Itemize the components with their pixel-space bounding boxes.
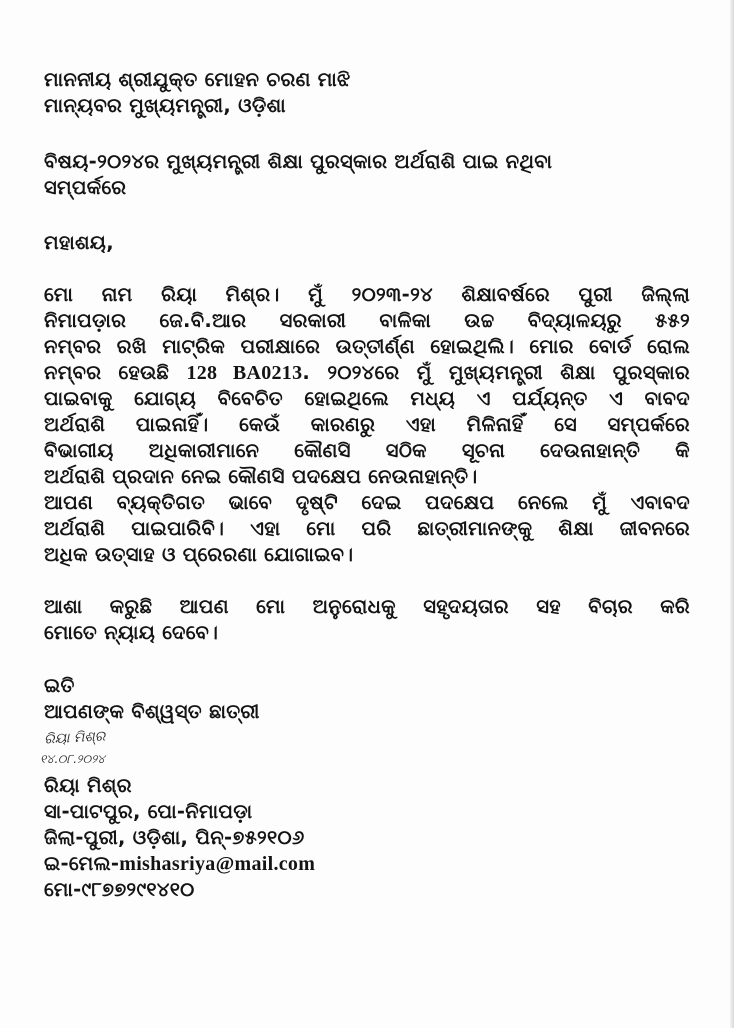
salutation: ମହାଶୟ, [44,231,114,254]
handwritten-signature [40,730,180,774]
sender-name: ରିୟା ମିଶ୍ର [44,774,132,797]
body-paragraph-3-line-2: ମୋତେ ନ୍ୟାୟ ଦେବେ। [44,621,219,644]
closing-iti: ଇତି [44,674,75,697]
sender-phone: ମୋ-୯୮୭୭୨୯୧୪୧୦ [44,878,195,901]
body-paragraph-2-line-3: ଅଧିକ ଉତ୍ସାହ ଓ ପ୍ରେରଣା ଯୋଗାଇବ। [44,543,354,566]
body-paragraph-1-line-8: ଅର୍ଥରାଶି ପ୍ରଦାନ ନେଇ କୌଣସି ପଦକ୍ଷେପ ନେଉନାହାନ୍ତି। [44,465,478,488]
sender-address-line-2: ଜିଲା-ପୁରୀ, ଓଡ଼ିଶା, ପିନ୍-୭୫୨୧୦୬ [44,826,305,849]
recipient-designation: ମାନ୍ୟବର ମୁଖ୍ୟମନ୍ତ୍ରୀ, ଓଡ଼ିଶା [44,94,286,117]
signature-date: ୧୪.୦୮.୨୦୨୪ [40,752,105,766]
body-paragraph-1-line-6: ଅର୍ଥରାଶି ପାଇନାହିଁ। କେଉଁ କାରଣରୁ ଏହା ମିଳିନାହିଁ ସେ ସମ୍ପର୍କରେ [44,413,690,436]
body-paragraph-1-line-1: ମୋ ନାମ ରିୟା ମିଶ୍ର। ମୁଁ ୨୦୨୩-୨୪ ଶିକ୍ଷାବର୍ଷରେ ପୁରୀ ଜିଲ୍ଲା [44,283,690,306]
body-paragraph-2-line-2: ଅର୍ଥରାଶି ପାଇପାରିବି। ଏହା ମୋ ପରି ଛାତ୍ରୀମାନଙ୍କୁ ଶିକ୍ଷା ଜୀବନରେ [44,517,690,540]
email-label: ଇ-ମେଲ- [44,852,120,875]
body-paragraph-1-line-4-rest: . ୨୦୨୪ରେ ମୁଁ ମୁଖ୍ୟମନ୍ତ୍ରୀ ଶିକ୍ଷା ପୁରସ୍କାର [302,361,690,384]
closing-yours-faithfully: ଆପଣଙ୍କ ବିଶ୍ୱସ୍ତ ଛାତ୍ରୀ [44,700,260,723]
body-paragraph-1-line-4 [44,361,690,385]
signature-name: ରିୟା ମିଶ୍ର [43,728,106,748]
sender-address-line-1: ସା-ପାଟପୁର, ପୋ-ନିମାପଡ଼ା [44,800,253,823]
body-paragraph-1-line-3: ନମ୍ବର ରଖି ମାଟ୍ରିକ ପରୀକ୍ଷାରେ ଉତ୍ତୀର୍ଣ୍ଣ ହୋଇଥିଲି। ମୋର ବୋର୍ଡ ରୋଲ [44,335,690,358]
body-paragraph-1-line-2: ନିମାପଡ଼ାର ଜେ.ବି.ଆର ସରକାରୀ ବାଳିକା ଉଚ୍ଚ ବିଦ୍ୟାଳୟରୁ ୫୫୨ [44,309,690,332]
email-address: mishasriya@mail.com [119,853,316,875]
roll-number-label: ନମ୍ବର ହେଉଛି [44,361,170,384]
sender-email-line [44,852,315,876]
body-paragraph-3-line-1: ଆଶା କରୁଛି ଆପଣ ମୋ ଅନୁରୋଧକୁ ସହୃଦୟତାର ସହ ବିଚାର କରି [44,595,690,618]
body-paragraph-1-line-7: ବିଭାଗୀୟ ଅଧିକାରୀମାନେ କୌଣସି ସଠିକ ସୂଚନା ଦେଉନାହାନ୍ତି କି [44,439,690,462]
body-paragraph-2-line-1: ଆପଣ ବ୍ୟକ୍ତିଗତ ଭାବେ ଦୃଷ୍ଟି ଦେଇ ପଦକ୍ଷେପ ନେଲେ ମୁଁ ଏବାବଦ [44,491,690,514]
subject-line-2: ସମ୍ପର୍କରେ [44,176,127,199]
page-edge-shadow [730,0,734,1028]
roll-number: 128 BA0213 [186,362,303,384]
body-paragraph-1-line-5: ପାଇବାକୁ ଯୋଗ୍ୟ ବିବେଚିତ ହୋଇଥିଲେ ମଧ୍ୟ ଏ ପର୍ଯ୍ୟନ୍ତ ଏ ବାବଦ [44,387,690,410]
subject-line-1: ବିଷୟ-୨୦୨୪ର ମୁଖ୍ୟମନ୍ତ୍ରୀ ଶିକ୍ଷା ପୁରସ୍କାର ଅର୍ଥରାଶି ପାଇ ନଥିବା [44,150,553,173]
recipient-name: ମାନନୀୟ ଶ୍ରୀଯୁକ୍ତ ମୋହନ ଚରଣ ମାଝି [44,68,351,91]
